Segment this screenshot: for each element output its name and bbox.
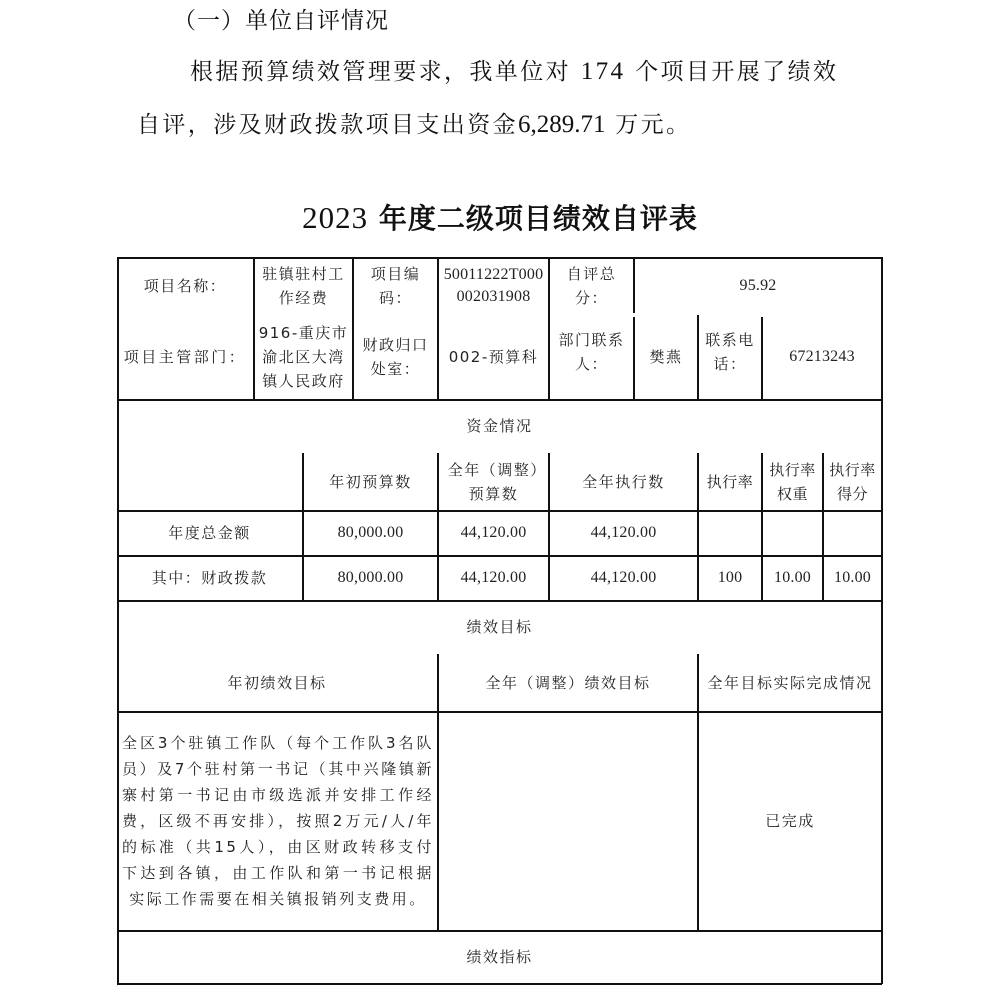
- funds-row-rate: [699, 510, 761, 555]
- funds-header-adjusted-budget: 全年（调整）预算数: [447, 460, 540, 503]
- self-score-value: 95.92: [739, 277, 777, 294]
- contact-value: 樊燕: [649, 348, 683, 366]
- intro-line-2: [137, 106, 691, 139]
- funds-section-label: 资金情况: [466, 417, 533, 435]
- phone-label: 联系电话：: [705, 331, 755, 373]
- goals-header-initial: 年初绩效目标: [227, 673, 327, 692]
- contact-label: 部门联系人：: [558, 331, 625, 373]
- goals-section-label: 绩效目标: [466, 618, 533, 636]
- finance-office-label: 财政归口处室：: [362, 336, 429, 378]
- funds-row-score: [824, 510, 881, 555]
- goals-header-completion: 全年目标实际完成情况: [707, 673, 873, 692]
- funds-header-rate: 执行率: [706, 472, 754, 491]
- intro-line-1: [190, 53, 838, 86]
- self-score-label: 自评总分：: [566, 265, 617, 307]
- section-heading: （一）单位自评情况: [173, 8, 389, 34]
- funds-amount: 6,289.71: [518, 111, 606, 138]
- intro-line1-prefix: 根据预算绩效管理要求，我单位对: [190, 59, 571, 85]
- adjusted-goal-text: [439, 711, 697, 930]
- project-name-label: 项目名称：: [143, 277, 227, 295]
- title-text: 年度二级项目绩效自评表: [378, 202, 698, 235]
- table-title: [0, 197, 1000, 237]
- funds-header-executed: 全年执行数: [582, 472, 665, 491]
- funds-row-label: 年度总金额: [168, 523, 251, 542]
- funds-row-executed: 44,120.00: [590, 568, 657, 586]
- dept-label: 项目主管部门：: [123, 348, 247, 366]
- funds-header-score: 执行率得分: [829, 460, 876, 503]
- funds-row-weight: 10.00: [774, 568, 811, 586]
- intro-line2-suffix: 万元。: [615, 112, 692, 138]
- initial-goal-text: 全区3个驻镇工作队（每个工作队3名队员）及7个驻村第一书记（其中兴隆镇新寨村第一书记由市级选派并安排工作经费，区级不再安排），按照2万元/人/年的标准（共15人），由区财政转移支付下达到各镇，由工作队和第一书记根据实际工作需要在相关镇报销列支费用。: [122, 733, 434, 908]
- intro-line2-prefix: 自评，涉及财政拨款项目支出资金: [137, 112, 518, 138]
- indicators-section-label: 绩效指标: [466, 947, 533, 966]
- funds-row-adjusted-budget: 44,120.00: [460, 568, 527, 586]
- phone-value: 67213243: [789, 348, 855, 365]
- project-count: 174: [580, 58, 626, 85]
- funds-header-weight: 执行率权重: [769, 460, 816, 503]
- table-border-bottom: [117, 983, 882, 985]
- funds-row-label: 其中：财政拨款: [151, 568, 268, 587]
- funds-row-adjusted-budget: 44,120.00: [460, 523, 527, 541]
- funds-row-initial-budget: 80,000.00: [337, 568, 404, 586]
- finance-office-value: 002-预算科: [448, 348, 539, 366]
- completion-status: 已完成: [765, 811, 815, 830]
- goals-header-adjusted: 全年（调整）绩效目标: [485, 673, 651, 692]
- project-code-value: 50011222T000002031908: [443, 266, 544, 305]
- funds-row-rate: 100: [717, 568, 743, 586]
- title-year: 2023: [302, 200, 369, 235]
- funds-row-score: 10.00: [834, 568, 871, 586]
- project-code-label: 项目编码：: [370, 265, 421, 307]
- dept-value: 916-重庆市渝北区大湾镇人民政府: [258, 324, 349, 390]
- funds-row-executed: 44,120.00: [590, 523, 657, 541]
- project-name-value: 驻镇驻村工作经费: [262, 265, 345, 307]
- funds-header-initial-budget: 年初预算数: [329, 472, 412, 491]
- intro-line1-suffix: 个项目开展了绩效: [635, 59, 839, 85]
- funds-row-initial-budget: 80,000.00: [337, 523, 404, 541]
- funds-row-weight: [763, 510, 822, 555]
